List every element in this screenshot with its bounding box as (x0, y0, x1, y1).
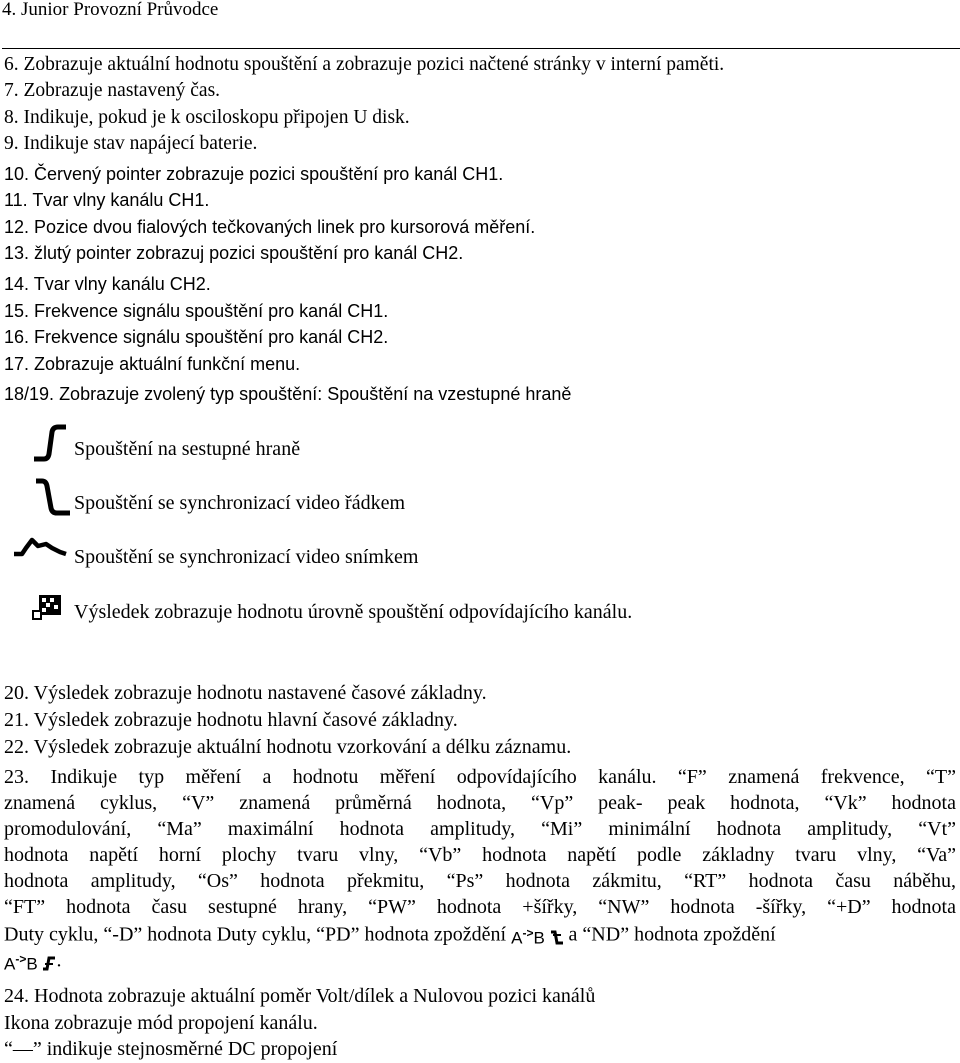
a-to-b-icon (4, 946, 56, 978)
video-frame-sync-icon (12, 532, 68, 562)
paragraph-line: hodnota amplitudy, “Os” hodnota překmitu, “Ps” hodnota zákmitu, “RT” hodnota času náběhu, (4, 870, 956, 892)
rising-edge-mini-icon (42, 956, 56, 972)
falling-edge-mini-icon (550, 930, 564, 946)
item-number: 18/19. (4, 384, 55, 404)
paragraph-line (4, 920, 956, 946)
level-readout-icon (30, 593, 64, 623)
page-header (2, 0, 960, 49)
paragraph-line (4, 946, 956, 972)
b-label: B (533, 928, 545, 948)
trigger-type-label: Spouštění se synchronizací video snímkem (74, 546, 419, 568)
list-item: 24. Hodnota zobrazuje aktuální poměr Volt/dílek a Nulovou pozici kanálů (4, 985, 596, 1007)
line-text: . (56, 949, 62, 972)
list-item: 11. Tvar vlny kanálu CH1. (4, 190, 210, 210)
trigger-type-label: Výsledek zobrazuje hodnotu úrovně spouštění odpovídajícího kanálu. (74, 601, 633, 623)
a-to-b-icon (511, 920, 563, 952)
list-item: 16. Frekvence signálu spouštění pro kanál CH2. (4, 327, 389, 347)
list-item: 12. Pozice dvou fialových tečkovaných linek pro kursorová měření. (4, 217, 536, 237)
paragraph-line: promodulování, “Ma” maximální hodnota amplitudy, “Mi” minimální hodnota amplitudy, “Vt” (4, 818, 956, 840)
arrow-label: -> (15, 952, 27, 966)
list-item: Ikona zobrazuje mód propojení kanálu. (4, 1012, 318, 1034)
list-item: 9. Indikuje stav napájecí baterie. (4, 133, 258, 154)
list-item: 22. Výsledek zobrazuje aktuální hodnotu vzorkování a délku záznamu. (4, 736, 572, 758)
paragraph-line: “FT” hodnota času sestupné hrany, “PW” hodnota +šířky, “NW” hodnota -šířky, “+D” hodnota (4, 896, 956, 918)
arrow-label: -> (522, 926, 534, 940)
list-item: 20. Výsledek zobrazuje hodnotu nastavené časové základny. (4, 682, 487, 704)
paragraph-line: 23. Indikuje typ měření a hodnotu měření odpovídajícího kanálu. “F” znamená frekvence, “T” (4, 766, 956, 788)
item-text: Zobrazuje zvolený typ spouštění: Spouštění na vzestupné hraně (59, 384, 572, 404)
line-text: Duty cyklu, “-D” hodnota Duty cyklu, “PD” hodnota zpoždění (4, 923, 507, 946)
list-item: 21. Výsledek zobrazuje hodnotu hlavní časové základny. (4, 709, 458, 731)
a-label: A (511, 928, 523, 948)
list-item: “—” indikuje stejnosměrné DC propojení (4, 1038, 338, 1060)
list-item: 8. Indikuje, pokud je k osciloskopu připojen U disk. (4, 107, 410, 128)
video-line-sync-icon (32, 478, 72, 516)
page-title: 4. Junior Provozní Průvodce (2, 0, 219, 20)
measurement-paragraph (4, 764, 956, 972)
falling-edge-icon (32, 424, 68, 462)
a-label: A (4, 954, 16, 974)
list-item: 6. Zobrazuje aktuální hodnotu spouštění a zobrazuje pozici načtené stránky v interní paměti. (4, 54, 725, 75)
list-item: 14. Tvar vlny kanálu CH2. (4, 274, 211, 294)
list-item: 17. Zobrazuje aktuální funkční menu. (4, 354, 301, 374)
b-label: B (26, 954, 38, 974)
list-item: 7. Zobrazuje nastavený čas. (4, 80, 221, 101)
trigger-type-label: Spouštění na sestupné hraně (74, 438, 301, 460)
trigger-type-label: Spouštění se synchronizací video řádkem (74, 492, 406, 514)
list-item: 15. Frekvence signálu spouštění pro kanál CH1. (4, 301, 389, 321)
paragraph-line: hodnota napětí horní plochy tvaru vlny, “Vb” hodnota napětí podle základny tvaru vlny, “Va” (4, 844, 956, 866)
list-item: 13. žlutý pointer zobrazuj pozici spouštění pro kanál CH2. (4, 243, 464, 263)
paragraph-line: znamená cyklus, “V” znamená průměrná hodnota, “Vp” peak- peak hodnota, “Vk” hodnota (4, 792, 956, 814)
list-item (4, 381, 571, 407)
list-item: 10. Červený pointer zobrazuje pozici spouštění pro kanál CH1. (4, 164, 504, 184)
line-text: a “ND” hodnota zpoždění (568, 923, 776, 946)
